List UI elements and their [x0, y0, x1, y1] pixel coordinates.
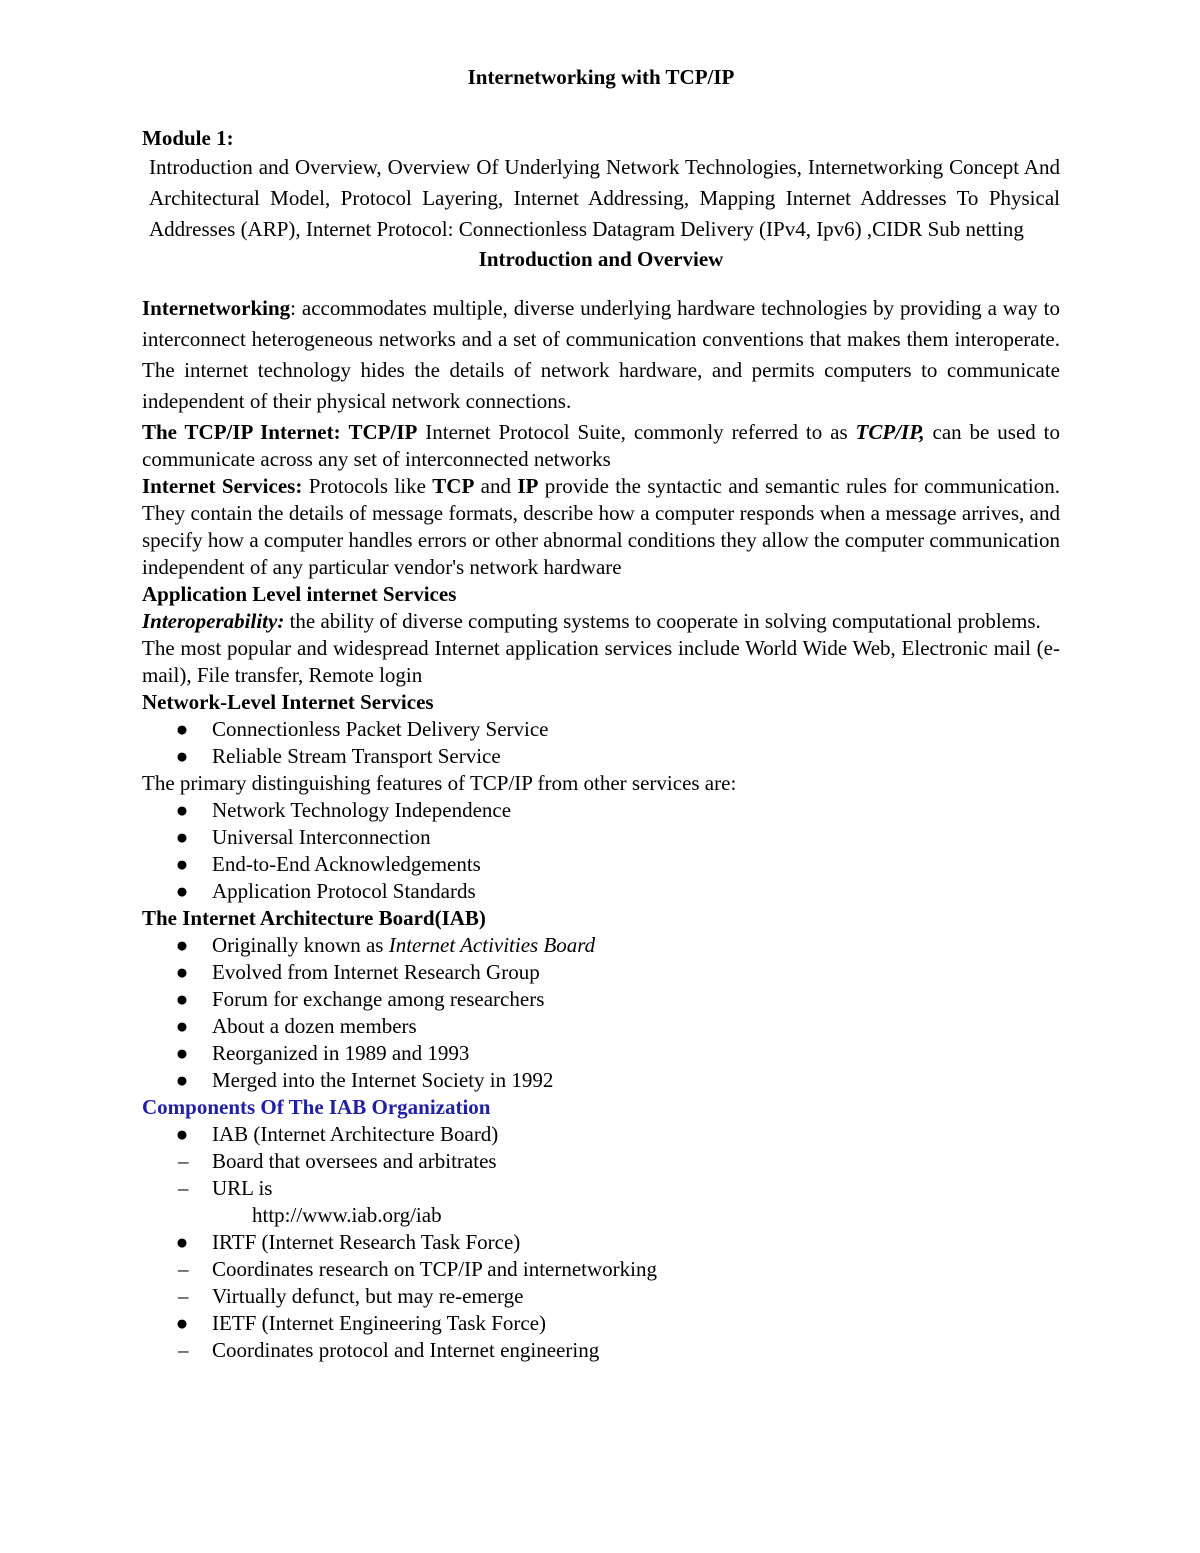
iab-sublist	[142, 1148, 1060, 1202]
components-list-ietf	[142, 1310, 1060, 1337]
tcpip-text-1: Internet Protocol Suite, commonly referred to as	[417, 420, 856, 444]
tcpip-emphasis: TCP/IP,	[855, 420, 925, 444]
internet-services-term: Internet Services:	[142, 474, 303, 498]
irtf-sublist	[142, 1256, 1060, 1310]
dash-icon: –	[178, 1149, 189, 1173]
internet-services-text-1: Protocols like	[302, 474, 433, 498]
sub-list-item: – Board that oversees and arbitrates	[178, 1149, 497, 1173]
bullet-icon: ●	[175, 1014, 189, 1038]
bullet-icon: ●	[175, 1230, 189, 1254]
dash-icon: –	[178, 1338, 189, 1362]
dash-icon: –	[178, 1257, 189, 1281]
tcpip-term: TCP/IP	[348, 420, 418, 444]
list-item: ● About a dozen members	[175, 1014, 417, 1038]
list-item: ● IETF (Internet Engineering Task Force)	[175, 1311, 547, 1335]
internetworking-text: : accommodates multiple, diverse underlying hardware technologies by providing a way to interconnect heterogeneous networks and a set of communication conventions that makes them interoperate. The internet technology hides the details of network hardware, and permits computers to communicate independent of their physical network connections.	[142, 296, 1060, 413]
tcpip-text-2: can be used to communicate across any set of interconnected networks	[142, 420, 1061, 471]
bullet-icon: ●	[175, 825, 189, 849]
interoperability-text: the ability of diverse computing systems to cooperate in solving computational problems.	[284, 609, 1041, 633]
network-level-heading: Network-Level Internet Services	[142, 690, 434, 714]
document-title: Internetworking with TCP/IP	[467, 65, 735, 89]
sub-list-item: – Coordinates research on TCP/IP and internetworking	[178, 1257, 657, 1281]
network-level-list	[142, 716, 1060, 770]
tcp-term: TCP	[432, 474, 475, 498]
and-text: and	[474, 474, 518, 498]
interoperability-term: Interoperability:	[142, 609, 285, 633]
bullet-icon: ●	[175, 1068, 189, 1092]
internetworking-term: Internetworking	[142, 296, 291, 320]
list-item: ● Network Technology Independence	[175, 798, 512, 822]
ip-term: IP	[517, 474, 539, 498]
app-level-heading: Application Level internet Services	[142, 582, 457, 606]
bullet-icon: ●	[175, 717, 189, 741]
list-item: ● Originally known as Internet Activities Board	[175, 933, 596, 957]
bullet-icon: ●	[175, 987, 189, 1011]
sub-list-item: – Coordinates protocol and Internet engineering	[178, 1338, 600, 1362]
bullet-icon: ●	[175, 933, 189, 957]
list-item: ● Connectionless Packet Delivery Service	[175, 717, 549, 741]
bullet-icon: ●	[175, 1311, 189, 1335]
internet-services-paragraph	[142, 473, 1060, 581]
module-text: Introduction and Overview, Overview Of Underlying Network Technologies, Internetworking Concept And Architectural Model, Protocol Layering, Internet Addressing, Mapping Internet Addresses To Physical Addresses (ARP), Internet Protocol: Connectionless Datagram Delivery (IPv4, Ipv6) ,CIDR Sub netting	[149, 155, 1060, 241]
bullet-icon: ●	[175, 1041, 189, 1065]
list-item: ● IAB (Internet Architecture Board)	[175, 1122, 499, 1146]
list-item: ● Evolved from Internet Research Group	[175, 960, 540, 984]
components-list	[142, 1121, 1060, 1148]
list-item: ● Forum for exchange among researchers	[175, 987, 545, 1011]
tcpip-internet-term: The TCP/IP Internet:	[142, 420, 341, 444]
ietf-sublist	[142, 1337, 1060, 1364]
popular-services-paragraph: The most popular and widespread Internet application services include World Wide Web, Electronic mail (e-mail), File transfer, Remote login	[142, 636, 1060, 687]
list-item: ● End-to-End Acknowledgements	[175, 852, 481, 876]
components-list-irtf	[142, 1229, 1060, 1256]
sub-list-item: – Virtually defunct, but may re-emerge	[178, 1284, 524, 1308]
iab-list	[142, 932, 1060, 1094]
list-item: ● Merged into the Internet Society in 1992	[175, 1068, 554, 1092]
section-heading: Introduction and Overview	[478, 247, 724, 271]
bullet-icon: ●	[175, 879, 189, 903]
document-page	[142, 62, 1060, 1364]
bullet-icon: ●	[175, 744, 189, 768]
features-list	[142, 797, 1060, 905]
features-intro: The primary distinguishing features of TCP/IP from other services are:	[142, 771, 737, 795]
internetworking-paragraph	[142, 293, 1060, 417]
dash-icon: –	[178, 1176, 189, 1200]
bullet-icon: ●	[175, 852, 189, 876]
internet-services-text-2: provide the syntactic and semantic rules for communication. They contain the details of message formats, describe how a computer responds when a message arrives, and specify how a computer handles errors or other abnormal conditions they allow the computer communication independent of any particular vendor's network hardware	[142, 474, 1060, 579]
iab-url[interactable]: http://www.iab.org/iab	[252, 1203, 442, 1227]
sub-list-item: – URL is	[178, 1176, 273, 1200]
list-item: ● Application Protocol Standards	[175, 879, 476, 903]
bullet-icon: ●	[175, 960, 189, 984]
list-item: ● Reorganized in 1989 and 1993	[175, 1041, 470, 1065]
list-item: ● Reliable Stream Transport Service	[175, 744, 501, 768]
bullet-icon: ●	[175, 1122, 189, 1146]
iab-heading: The Internet Architecture Board(IAB)	[142, 906, 486, 930]
module-label: Module 1:	[142, 126, 234, 150]
tcpip-internet-paragraph	[142, 419, 1060, 473]
components-heading: Components Of The IAB Organization	[142, 1095, 491, 1119]
bullet-icon: ●	[175, 798, 189, 822]
interoperability-paragraph	[142, 608, 1060, 635]
list-item: ● Universal Interconnection	[175, 825, 431, 849]
list-item: ● IRTF (Internet Research Task Force)	[175, 1230, 521, 1254]
dash-icon: –	[178, 1284, 189, 1308]
